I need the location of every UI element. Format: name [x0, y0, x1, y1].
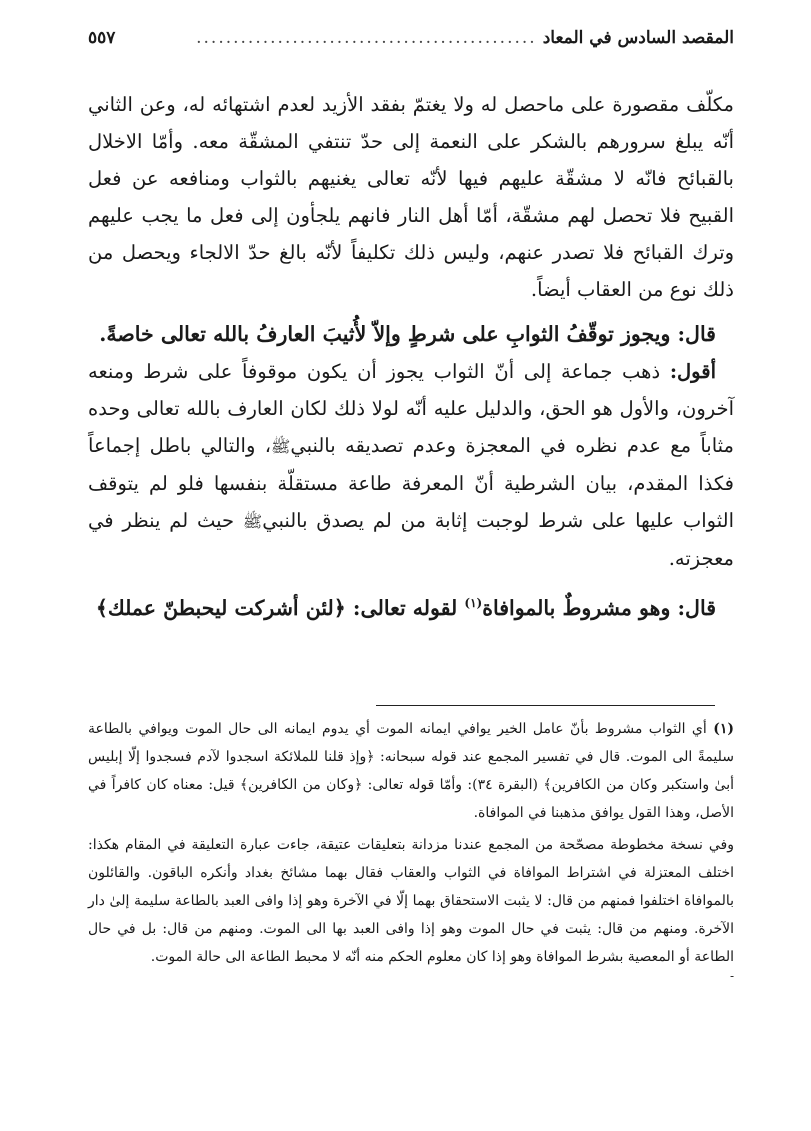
page-content: [88, 28, 734, 627]
salawat-seal-icon: ﷺ: [242, 512, 263, 531]
chapter-title: المقصد السادس في المعاد: [542, 28, 734, 48]
matn-statement-1: قال: ويجوز توقّفُ الثوابِ على شرطٍ وإلاّ لأُثيبَ العارفُ بالله تعالى خاصةً.: [99, 322, 716, 346]
header-leader-dots: ..............................................: [196, 28, 537, 48]
matn-statement-2-part-2: لقوله تعالى: ﴿لئن أشركت ليحبطنّ عملك﴾: [95, 595, 465, 620]
footnote-1: [88, 715, 734, 827]
paragraph-2-part-3: حيث لم ينظر في معجزته.: [88, 509, 734, 570]
matn-statement-2: [88, 585, 734, 627]
aqulu-label: أقول:: [669, 360, 716, 383]
footnotes: [88, 715, 734, 981]
running-header: [88, 28, 734, 60]
continuation-mark: -: [729, 969, 734, 983]
salawat-seal-icon: ﷺ: [271, 437, 291, 456]
paragraph-2-part-2: ، والتالي باطل إجماعاً فكذا المقدم، بيان الشرطية أنّ المعرفة طاعة مستقلّة بنفسها فلو لم يتوقف الثواب عليها على شرط لوجبت إثابة من لم يصدق بالنبي: [88, 434, 734, 532]
footnote-marker: (١): [713, 721, 734, 737]
matn-statement-2-part-1: قال: وهو مشروطٌ بالموافاة: [482, 595, 716, 620]
paragraph-2: [88, 353, 734, 577]
footnote-reference[interactable]: (١): [464, 596, 483, 610]
main-text: [88, 86, 734, 627]
footnote-1-text: أي الثواب مشروط بأنّ عامل الخير يوافي ايمانه الموت أي يدوم ايمانه الى حال الموت ويوافي بالطاعة سليمةً الى الموت. قال في تفسير المجمع عند قوله سبحانه: ﴿وإذ قلنا للملائكة اسجدوا لآدم فسجدوا إلّا إبليس أبىٰ واستكبر وكان من الكافرين﴾ (البقرة ٣٤): وأمّا قوله تعالى: ﴿وكان من الكافرين﴾ قيل: معناه كان كافراً في الأصل، وهذا القول يوافق مذهبنا في الموافاة.: [88, 721, 734, 821]
paragraph-1: مكلّف مقصورة على ماحصل له ولا يغتمّ بفقد الأزيد لعدم اشتهائه له، وعن الثاني أنّه يبلغ سرورهم بالشكر على النعمة إلى حدّ تنتفي المشقّة معه. وأمّا الاخلال بالقبائح فانّه لا مشقّة عليهم فيها لأنّه تعالى يغنيهم بالثواب ومنافعه عن فعل القبيح فلا تحصل لهم مشقّة، أمّا أهل النار فانهم يلجأون إلى فعل ما يجب عليهم وترك القبائح فلا تصدر عنهم، وليس ذلك تكليفاً لأنّه بالغ حدّ الالجاء ويحصل من ذلك نوع من العقاب أيضاً.: [88, 93, 734, 301]
footnote-separator: [376, 705, 715, 706]
paragraph-2-part-1: ذهب جماعة إلى أنّ الثواب يجوز أن يكون موقوفاً على شرط ومنعه آخرون، والأول هو الحق، والدليل عليه أنّه لولا ذلك لكان العارف بالله تعالى وحده مثاباً مع عدم نظره في المعجزة وعدم تصديقه بالنبي: [88, 360, 734, 457]
page-number: ٥٥٧: [88, 28, 116, 48]
footnote-1-continued: وفي نسخة مخطوطة مصحّحة من المجمع عندنا مزدانة بتعليقات عتيقة، جاءت عبارة التعليقة في المقام هكذا: اختلف المعتزلة في اشتراط الموافاة في الثواب والعقاب فقال بهما مشائخ بغداد وأنكره الباقون. والقائلون بالموافاة اختلفوا فمنهم من قال: لا يثبت الاستحقاق بهما إلّا في الآخرة وهو إذا وافى العبد بالطاعة سليمة إلىٰ دار الآخرة. ومنهم من قال: يثبت في حال الموت وهو إذا وافى العبد بها الى الموت. ومنهم من قال: بل في حال الطاعة أو المعصية بشرط الموافاة وهو إذا كان معلوم الحكم منه أنّه لا محبط الطاعة الى حالة الموت.: [88, 837, 734, 965]
